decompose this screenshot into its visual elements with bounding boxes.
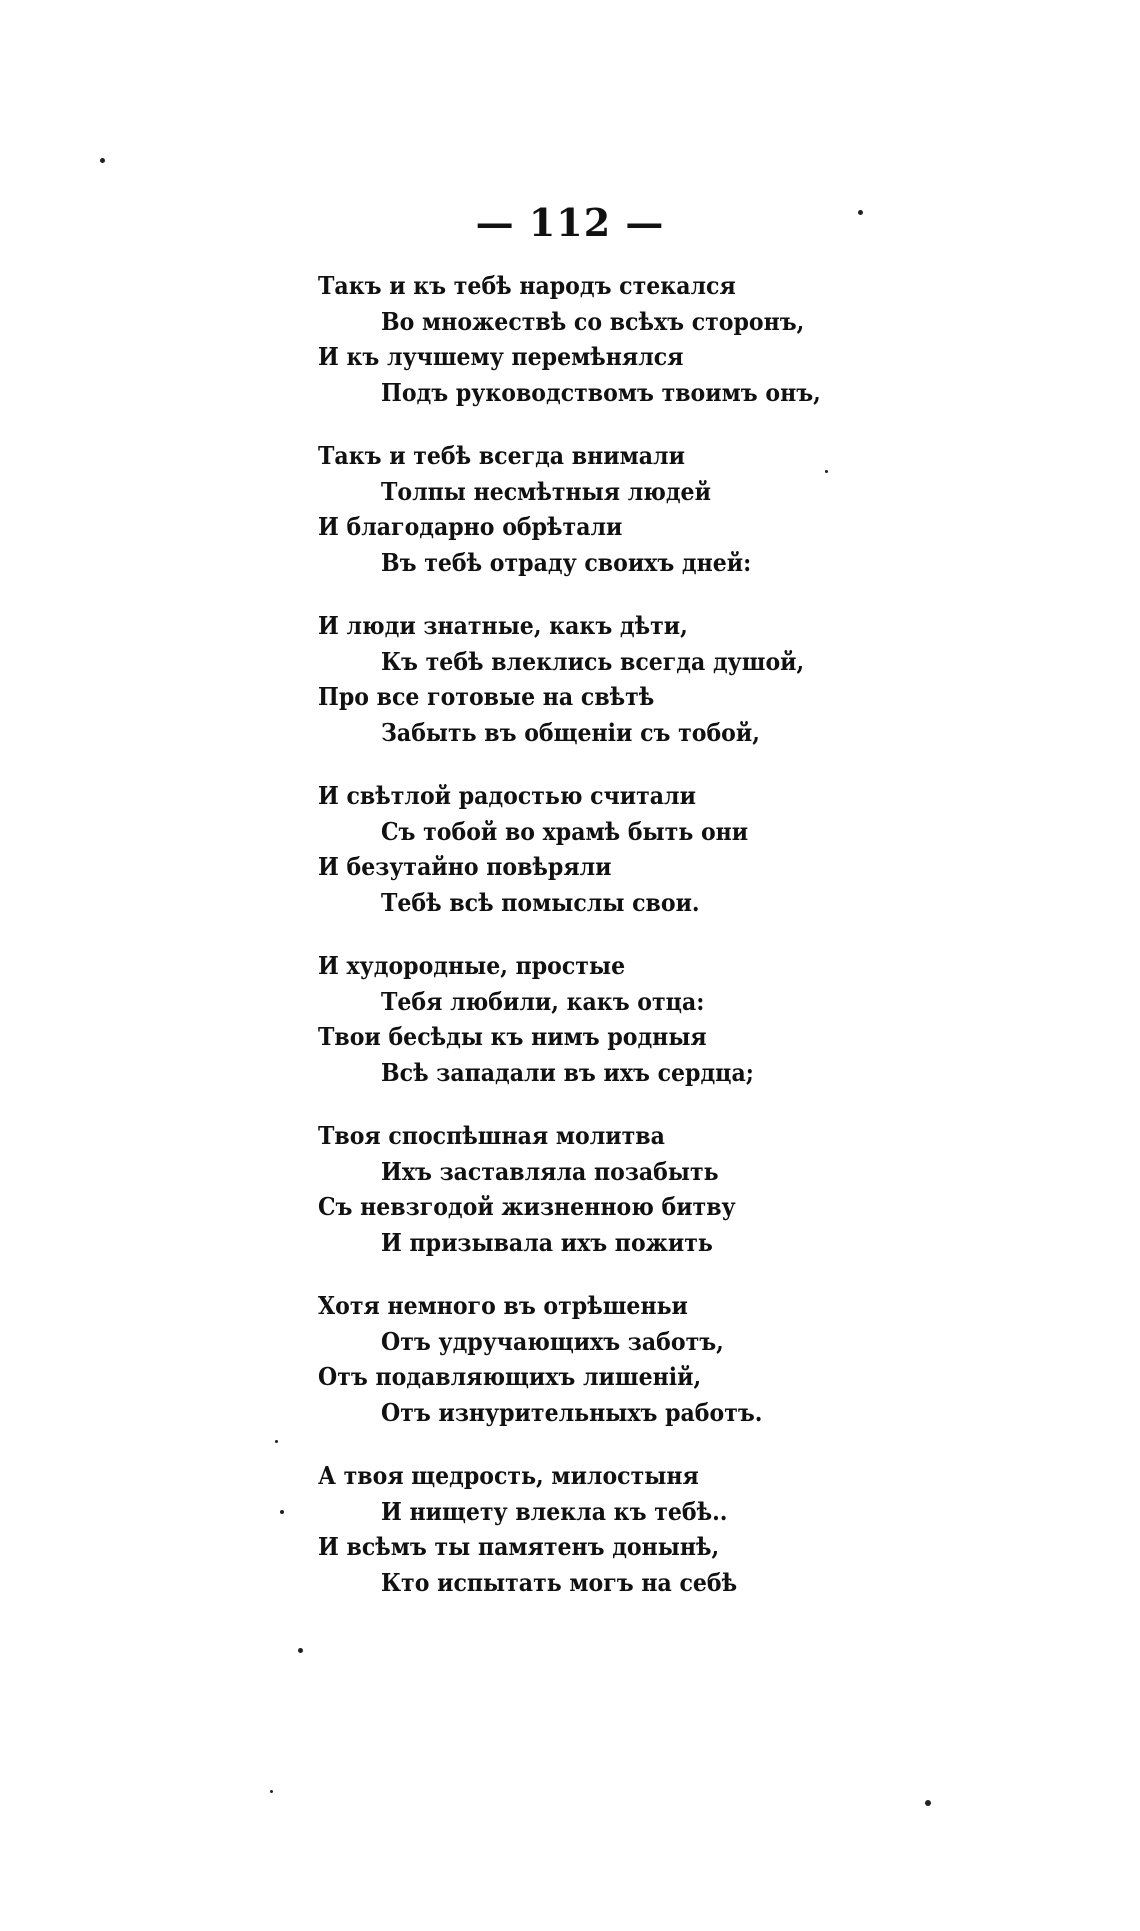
verse-line: Подъ руководствомъ твоимъ онъ, (381, 377, 821, 407)
verse-line: Съ тобой во храмѣ быть они (381, 816, 749, 846)
scan-speck (270, 1790, 273, 1793)
verse-line: И безутайно повѣряли (318, 852, 612, 881)
scan-speck (925, 1800, 931, 1806)
verse-line: А твоя щедрость, милостыня (318, 1461, 699, 1490)
stanza-4 (318, 778, 878, 920)
verse-line: И къ лучшему перемѣнялся (318, 342, 684, 371)
scan-speck (280, 1510, 284, 1514)
verse-line: И нищету влекла къ тебѣ.. (381, 1496, 728, 1526)
verse-line: Хотя немного въ отрѣшеньи (318, 1291, 688, 1320)
scan-speck (275, 1440, 278, 1443)
stanza-8 (318, 1458, 878, 1600)
verse-line: Отъ изнурительныхъ работъ. (381, 1397, 763, 1427)
verse-line: Тебѣ всѣ помыслы свои. (381, 887, 700, 917)
stanza-7 (318, 1288, 878, 1430)
stanza-6 (318, 1118, 878, 1260)
verse-line: И худородные, простые (318, 951, 626, 980)
verse-line: Такъ и къ тебѣ народъ стекался (318, 271, 736, 300)
verse-line: И всѣмъ ты памятенъ донынѣ, (318, 1532, 720, 1561)
verse-line: Толпы несмѣтныя людей (381, 476, 711, 506)
verse-line: Твоя споспѣшная молитва (318, 1121, 665, 1150)
stanza-3 (318, 608, 878, 750)
verse-line: Отъ удручающихъ заботъ, (381, 1326, 724, 1356)
stanza-1 (318, 268, 878, 410)
scan-speck (100, 158, 105, 163)
verse-line: И благодарно обрѣтали (318, 512, 623, 541)
verse-line: Кто испытать могъ на себѣ (381, 1567, 738, 1597)
verse-line: Такъ и тебѣ всегда внимали (318, 441, 685, 470)
stanza-5 (318, 948, 878, 1090)
verse-line: Твои бесѣды къ нимъ родныя (318, 1022, 707, 1051)
verse-line: Въ тебѣ отраду своихъ дней: (381, 547, 752, 577)
verse-line: Отъ подавляющихъ лишенiй, (318, 1362, 702, 1391)
poem-body (318, 268, 878, 1628)
scan-speck (825, 470, 828, 473)
verse-line: Во множествѣ со всѣхъ сторонъ, (381, 306, 805, 336)
verse-line: Къ тебѣ влеклись всегда душой, (381, 646, 805, 676)
verse-line: Ихъ заставляла позабыть (381, 1156, 719, 1186)
verse-line: Тебя любили, какъ отца: (381, 986, 705, 1016)
page-number: — 112 — (475, 200, 665, 245)
verse-line: И свѣтлой радостью считали (318, 781, 696, 810)
scan-speck (858, 210, 863, 215)
verse-line: И призывала ихъ пожить (381, 1227, 713, 1257)
verse-line: И люди знатные, какъ дѣти, (318, 611, 688, 640)
verse-line: Забыть въ общенiи съ тобой, (381, 717, 760, 747)
verse-line: Съ невзгодой жизненною битву (318, 1192, 736, 1221)
scan-speck (298, 1648, 303, 1653)
verse-line: Про все готовые на свѣтѣ (318, 682, 655, 711)
verse-line: Всѣ западали въ ихъ сердца; (381, 1057, 754, 1087)
stanza-2 (318, 438, 878, 580)
